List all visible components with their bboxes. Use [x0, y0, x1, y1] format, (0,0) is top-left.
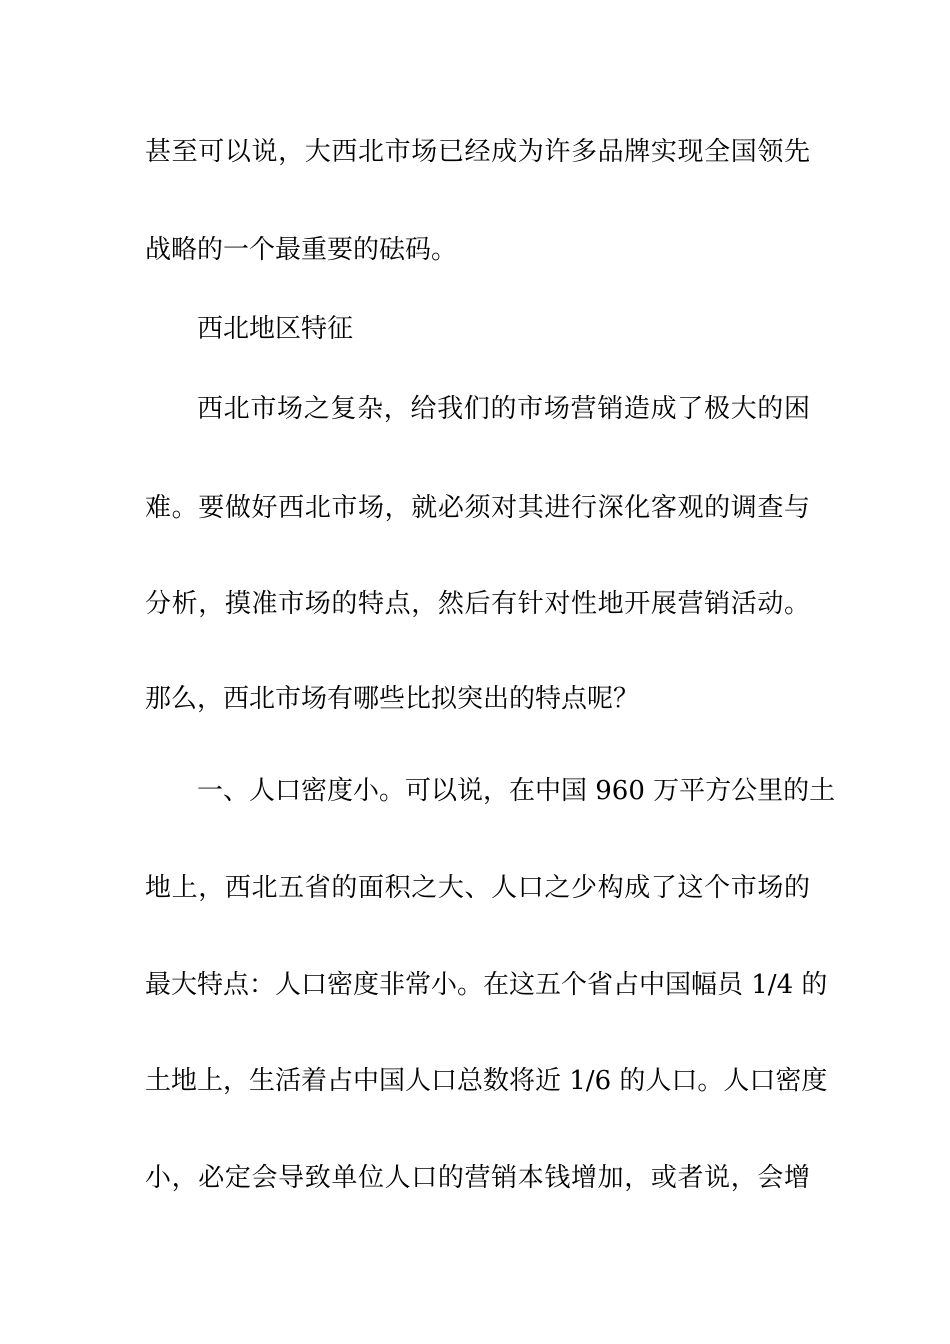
paragraph-line: 最大特点：人口密度非常小。在这五个省占中国幅员 1/4 的	[145, 970, 828, 1000]
section-heading: 西北地区特征	[197, 314, 354, 344]
paragraph-line: 小，必定会导致单位人口的营销本钱增加，或者说，会增	[145, 1163, 810, 1193]
paragraph-line: 那么，西北市场有哪些比拟突出的特点呢？	[145, 684, 640, 714]
paragraph-line: 土地上，生活着占中国人口总数将近 1/6 的人口。人口密度	[145, 1066, 828, 1096]
paragraph-line: 地上，西北五省的面积之大、人口之少构成了这个市场的	[145, 873, 810, 903]
paragraph-line: 一、人口密度小。可以说，在中国 960 万平方公里的土	[197, 776, 836, 806]
paragraph-line: 分析，摸准市场的特点，然后有针对性地开展营销活动。	[145, 589, 810, 619]
paragraph-line: 难。要做好西北市场，就必须对其进行深化客观的调查与	[145, 493, 810, 523]
paragraph-line: 战略的一个最重要的砝码。	[145, 235, 458, 265]
paragraph-line: 甚至可以说，大西北市场已经成为许多品牌实现全国领先	[145, 137, 810, 167]
paragraph-line: 西北市场之复杂，给我们的市场营销造成了极大的困	[197, 394, 810, 424]
